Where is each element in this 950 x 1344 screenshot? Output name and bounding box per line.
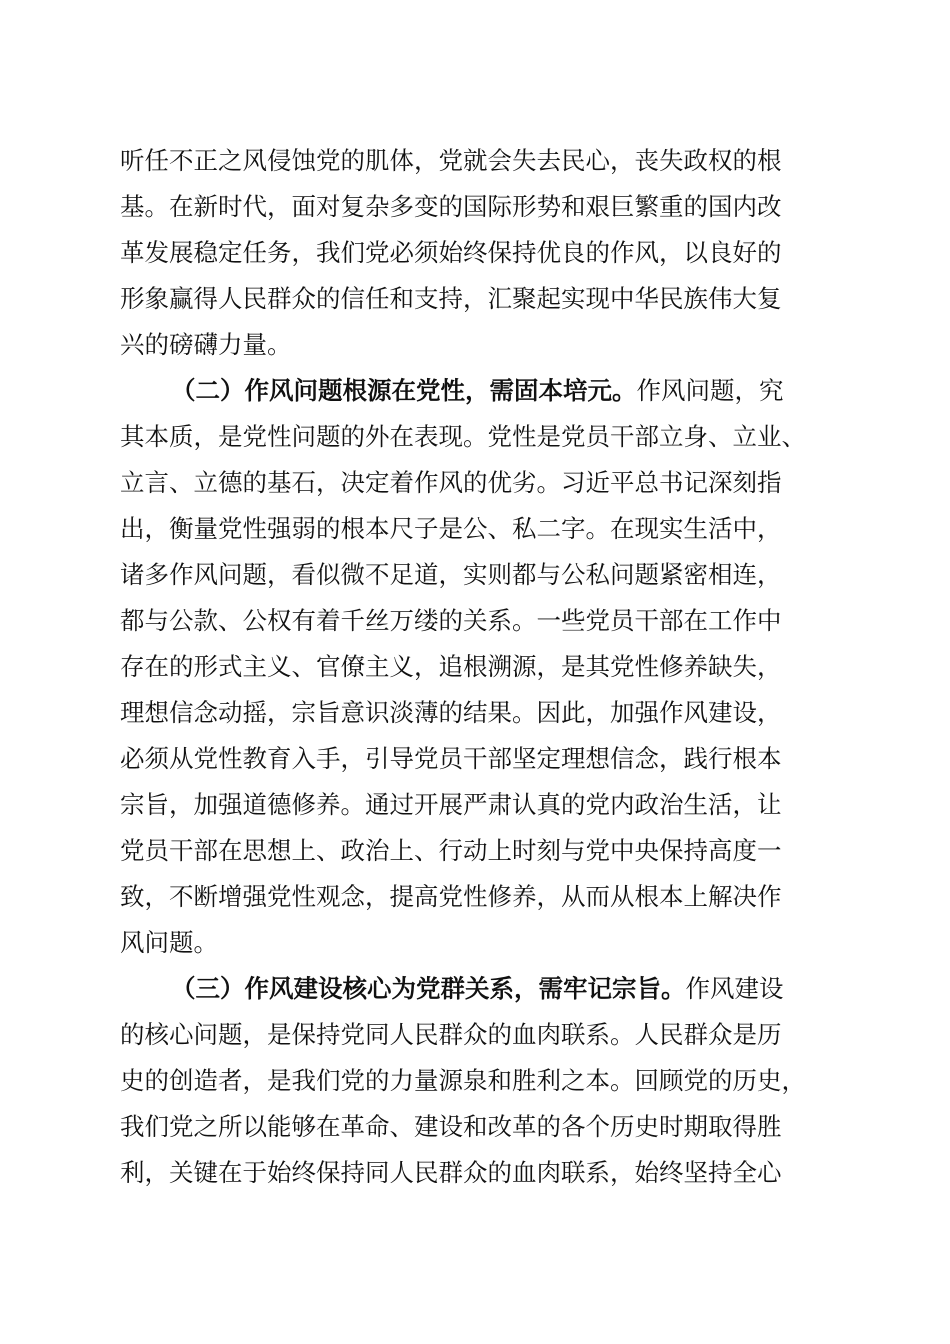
text-line: 存在的形式主义、官僚主义，追根溯源，是其党性修养缺失， xyxy=(120,652,782,681)
text-line: 理想信念动摇，宗旨意识淡薄的结果。因此，加强作风建设， xyxy=(120,698,782,727)
text-line: 党员干部在思想上、政治上、行动上时刻与党中央保持高度一 xyxy=(120,836,782,865)
text-line: 必须从党性教育入手，引导党员干部坚定理想信念，践行根本 xyxy=(120,744,782,773)
text-line: 致，不断增强党性观念，提高党性修养，从而从根本上解决作 xyxy=(120,882,782,911)
text-line: 我们党之所以能够在革命、建设和改革的各个历史时期取得胜 xyxy=(120,1112,782,1141)
text-line: 革发展稳定任务，我们党必须始终保持优良的作风，以良好的 xyxy=(120,238,782,267)
text-line: 利，关键在于始终保持同人民群众的血肉联系，始终坚持全心 xyxy=(120,1158,782,1187)
paragraph-first-line xyxy=(171,969,784,1009)
text-run: 作风建设 xyxy=(685,974,784,1003)
text-line: 形象赢得人民群众的信任和支持，汇聚起实现中华民族伟大复 xyxy=(120,284,782,313)
text-line: 听任不正之风侵蚀党的肌体，党就会失去民心，丧失政权的根 xyxy=(120,146,782,175)
section-heading: （三）作风建设核心为党群关系，需牢记宗旨。 xyxy=(171,974,686,1003)
paragraph-first-line xyxy=(171,371,784,411)
text-line: 风问题。 xyxy=(120,928,218,957)
text-line: 宗旨，加强道德修养。通过开展严肃认真的党内政治生活，让 xyxy=(120,790,782,819)
text-line: 的核心问题，是保持党同人民群众的血肉联系。人民群众是历 xyxy=(120,1020,782,1049)
text-line: 诸多作风问题，看似微不足道，实则都与公私问题紧密相连， xyxy=(120,560,782,589)
text-run: 作风问题，究 xyxy=(636,376,784,405)
text-line: 其本质，是党性问题的外在表现。党性是党员干部立身、立业、 xyxy=(120,422,806,451)
text-line: 都与公款、公权有着千丝万缕的关系。一些党员干部在工作中 xyxy=(120,606,782,635)
text-line: 基。在新时代，面对复杂多变的国际形势和艰巨繁重的国内改 xyxy=(120,192,782,221)
text-line: 立言、立德的基石，决定着作风的优劣。习近平总书记深刻指 xyxy=(120,468,782,497)
text-line: 兴的磅礴力量。 xyxy=(120,330,292,359)
text-line: 史的创造者，是我们党的力量源泉和胜利之本。回顾党的历史， xyxy=(120,1066,806,1095)
text-line: 出，衡量党性强弱的根本尺子是公、私二字。在现实生活中， xyxy=(120,514,782,543)
section-heading: （二）作风问题根源在党性，需固本培元。 xyxy=(171,376,637,405)
